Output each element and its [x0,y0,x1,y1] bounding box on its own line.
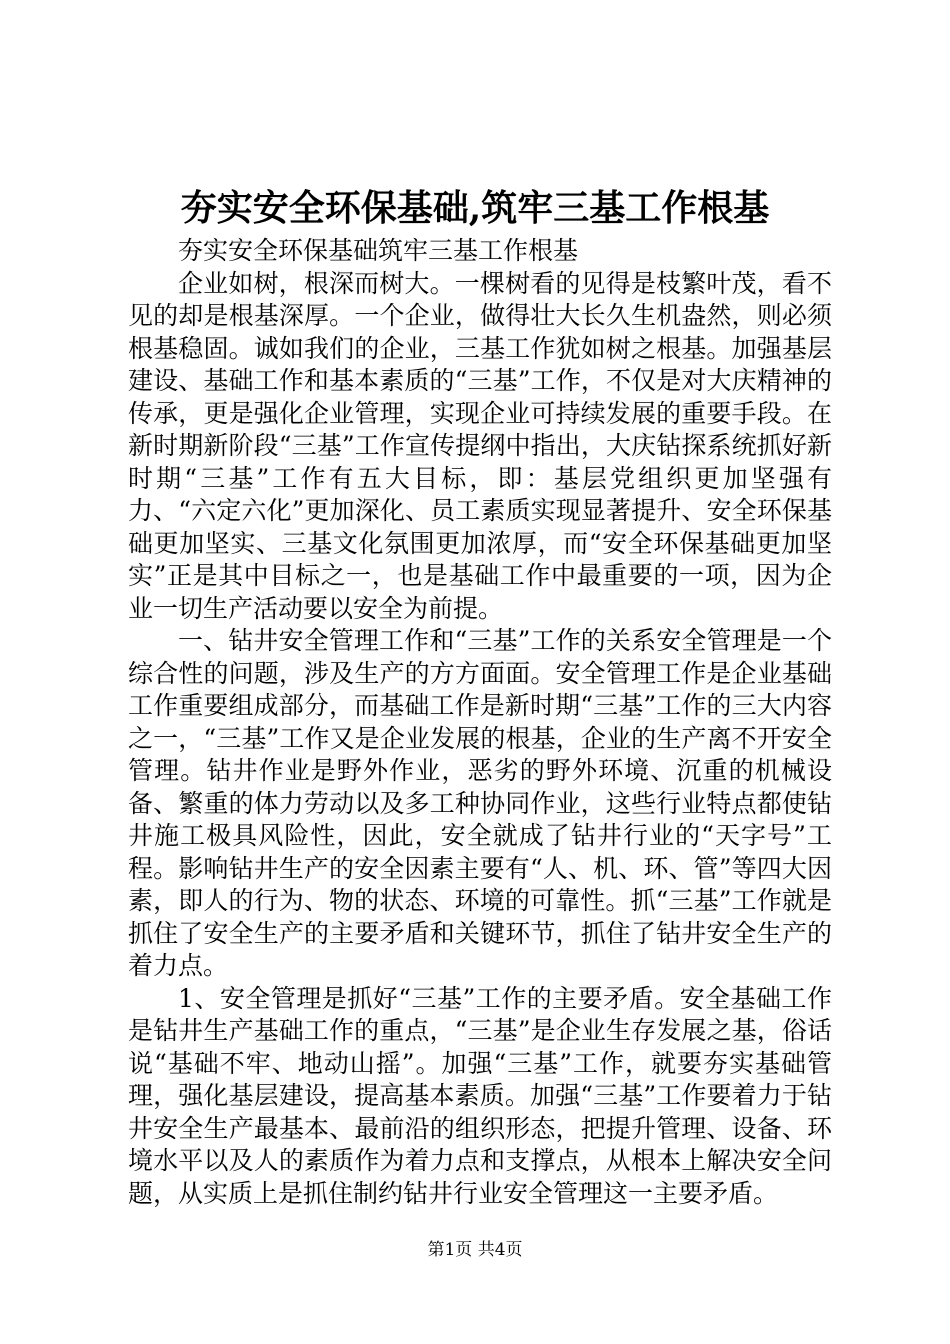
body-paragraph: 企业如树，根深而树大。一棵树看的见得是枝繁叶茂，看不见的却是根基深厚。一个企业，做得壮大长久生机盎然，则必须根基稳固。诚如我们的企业，三基工作犹如树之根基。加强基层建设、基础工作和基本素质的“三基”工作，不仅是对大庆精神的传承，更是强化企业管理，实现企业可持续发展的重要手段。在新时期新阶段“三基”工作宣传提纲中指出，大庆钻探系统抓好新时期“三基”工作有五大目标，即：基层党组织更加坚强有力、“六定六化”更加深化、员工素质实现显著提升、安全环保基础更加坚实、三基文化氛围更加浓厚，而“安全环保基础更加坚实”正是其中目标之一，也是基础工作中最重要的一项，因为企业一切生产活动要以安全为前提。 [128,268,832,623]
subtitle-paragraph: 夯实安全环保基础筑牢三基工作根基 [178,236,579,265]
body-paragraph: 一、钻井安全管理工作和“三基”工作的关系安全管理是一个综合性的问题，涉及生产的方方面面。安全管理工作是企业基础工作重要组成部分，而基础工作是新时期“三基”工作的三大内容之一，“三基”工作又是企业发展的根基，企业的生产离不开安全管理。钻井作业是野外作业，恶劣的野外环境、沉重的机械设备、繁重的体力劳动以及多工种协同作业，这些行业特点都使钻井施工极具风险性，因此，安全就成了钻井行业的“天字号”工程。影响钻井生产的安全因素主要有“人、机、环、管”等四大因素，即人的行为、物的状态、环境的可靠性。抓“三基”工作就是抓住了安全生产的主要矛盾和关键环节，抓住了钻井安全生产的着力点。 [128,626,832,980]
document-title: 夯实安全环保基础,筑牢三基工作根基 [180,187,770,229]
body-paragraph: 1、安全管理是抓好“三基”工作的主要矛盾。安全基础工作是钻井生产基础工作的重点，“三基”是企业生存发展之基，俗话说“基础不牢、地动山摇”。加强“三基”工作，就要夯实基础管理，强化基层建设，提高基本素质。加强“三基”工作要着力于钻井安全生产最基本、最前沿的组织形态，把提升管理、设备、环境水平以及人的素质作为着力点和支撑点，从根本上解决安全问题，从实质上是抓住制约钻井行业安全管理这一主要矛盾。 [128,983,832,1208]
page-footer: 第1页 共4页 [427,1240,523,1260]
document-body [128,235,832,1210]
